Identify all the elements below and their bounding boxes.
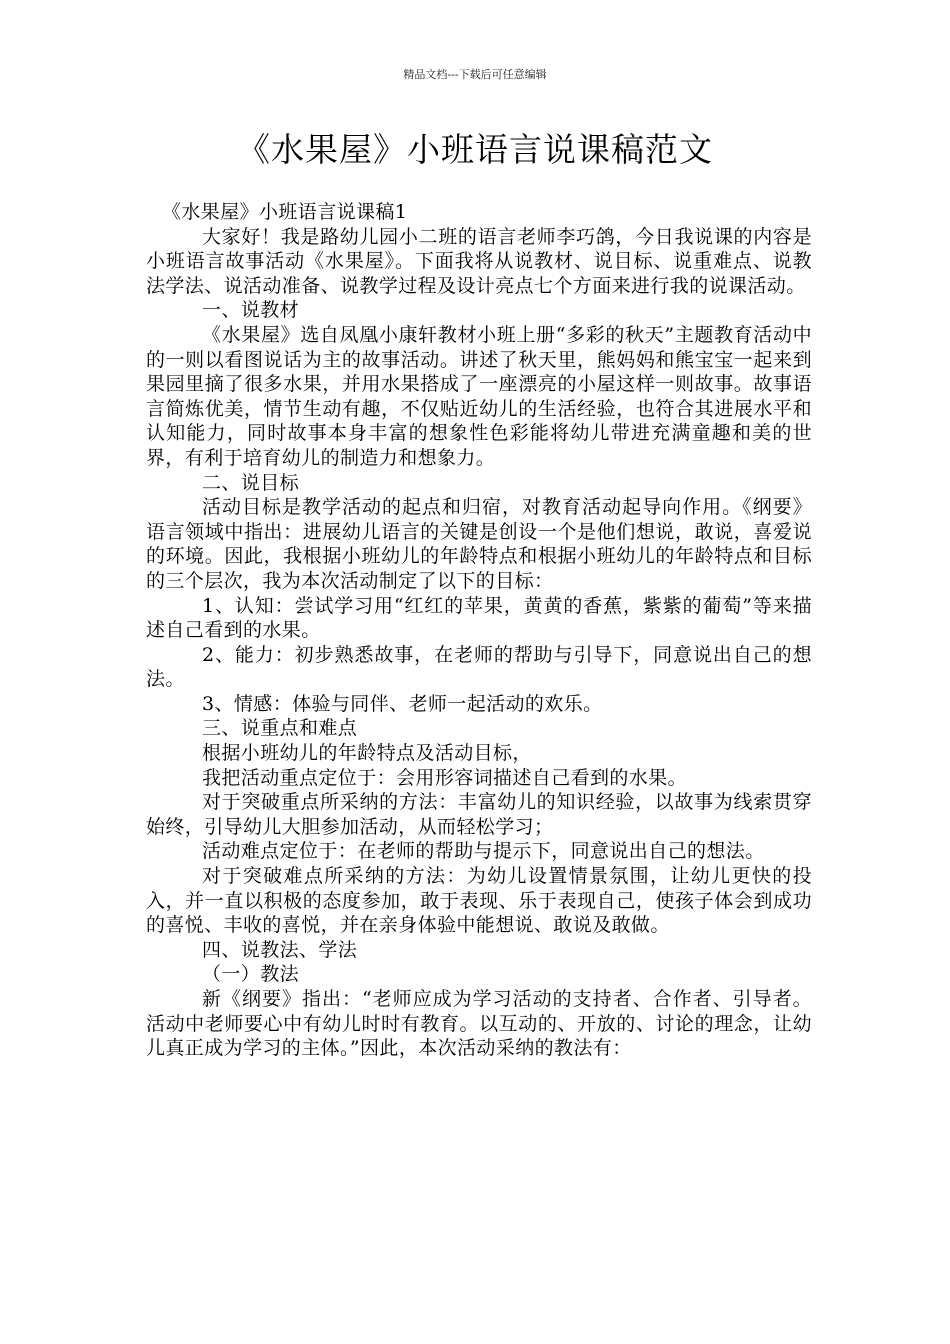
header-note: 精品文档---下载后可任意编辑 <box>403 68 547 81</box>
document-body <box>146 200 812 1061</box>
paragraph-goals: 活动目标是教学活动的起点和归宿，对教育活动起导向作用。《纲要》语言领域中指出：进展幼儿语言的关键是创设一个是他们想说，敢说，喜爱说的环境。因此，我根据小班幼儿的年龄特点和根据小班幼儿的年龄特点和目标的三个层次，我为本次活动制定了以下的目标： <box>146 496 812 592</box>
paragraph-difficulty: 活动难点定位于：在老师的帮助与提示下，同意说出自己的想法。 <box>202 840 765 863</box>
paragraph-teaching-method: 新《纲要》指出：“老师应成为学习活动的支持者、合作者、引导者。活动中老师要心中有幼儿时时有教育。以互动的、开放的、讨论的理念，让幼儿真正成为学习的主体。”因此，本次活动采纳的教法有： <box>146 988 812 1060</box>
paragraph-key-method: 对于突破重点所采纳的方法：丰富幼儿的知识经验，以故事为线索贯穿始终，引导幼儿大胆参加活动，从而轻松学习； <box>146 791 812 838</box>
heading-teaching-method: （一）教法 <box>202 963 300 986</box>
paragraph-key-basis: 根据小班幼儿的年龄特点及活动目标， <box>202 742 532 765</box>
paragraph-intro: 大家好！我是路幼儿园小二班的语言老师李巧鸽，今日我说课的内容是小班语言故事活动《水果屋》。下面我将从说教材、说目标、说重难点、说教法学法、说活动准备、说教学过程及设计亮点七个方面来进行我的说课活动。 <box>146 225 812 297</box>
goal-item-cognition: 1、认知：尝试学习用“红红的苹果，黄黄的香蕉，紫紫的葡萄”等来描述自己看到的水果。 <box>146 594 812 642</box>
heading-goals: 二、说目标 <box>202 471 300 494</box>
heading-methods: 四、说教法、学法 <box>202 938 358 961</box>
subtitle: 《水果屋》小班语言说课稿1 <box>162 201 408 223</box>
document-title: 《水果屋》小班语言说课稿范文 <box>237 130 713 169</box>
paragraph-textbook: 《水果屋》选自凤凰小康轩教材小班上册“多彩的秋天”主题教育活动中的一则以看图说话为主的故事活动。讲述了秋天里，熊妈妈和熊宝宝一起来到果园里摘了很多水果，并用水果搭成了一座漂亮的小屋这样一则故事。故事语言简炼优美，情节生动有趣，不仅贴近幼儿的生活经验，也符合其进展水平和认知能力，同时故事本身丰富的想象性色彩能将幼儿带进充满童趣和美的世界，有利于培育幼儿的制造力和想象力。 <box>146 323 812 469</box>
goal-item-ability: 2、能力：初步熟悉故事，在老师的帮助与引导下，同意说出自己的想法。 <box>146 643 812 691</box>
paragraph-key-point: 我把活动重点定位于：会用形容词描述自己看到的水果。 <box>202 766 688 789</box>
goal-item-emotion: 3、情感：体验与同伴、老师一起活动的欢乐。 <box>202 692 603 715</box>
paragraph-difficulty-method: 对于突破难点所采纳的方法：为幼儿设置情景氛围，让幼儿更快的投入，并一直以积极的态度参加，敢于表现、乐于表现自己，使孩子体会到成功的喜悦、丰收的喜悦，并在亲身体验中能想说、敢说及敢做。 <box>146 865 812 937</box>
heading-textbook: 一、说教材 <box>202 299 300 322</box>
heading-key-points: 三、说重点和难点 <box>202 717 358 740</box>
